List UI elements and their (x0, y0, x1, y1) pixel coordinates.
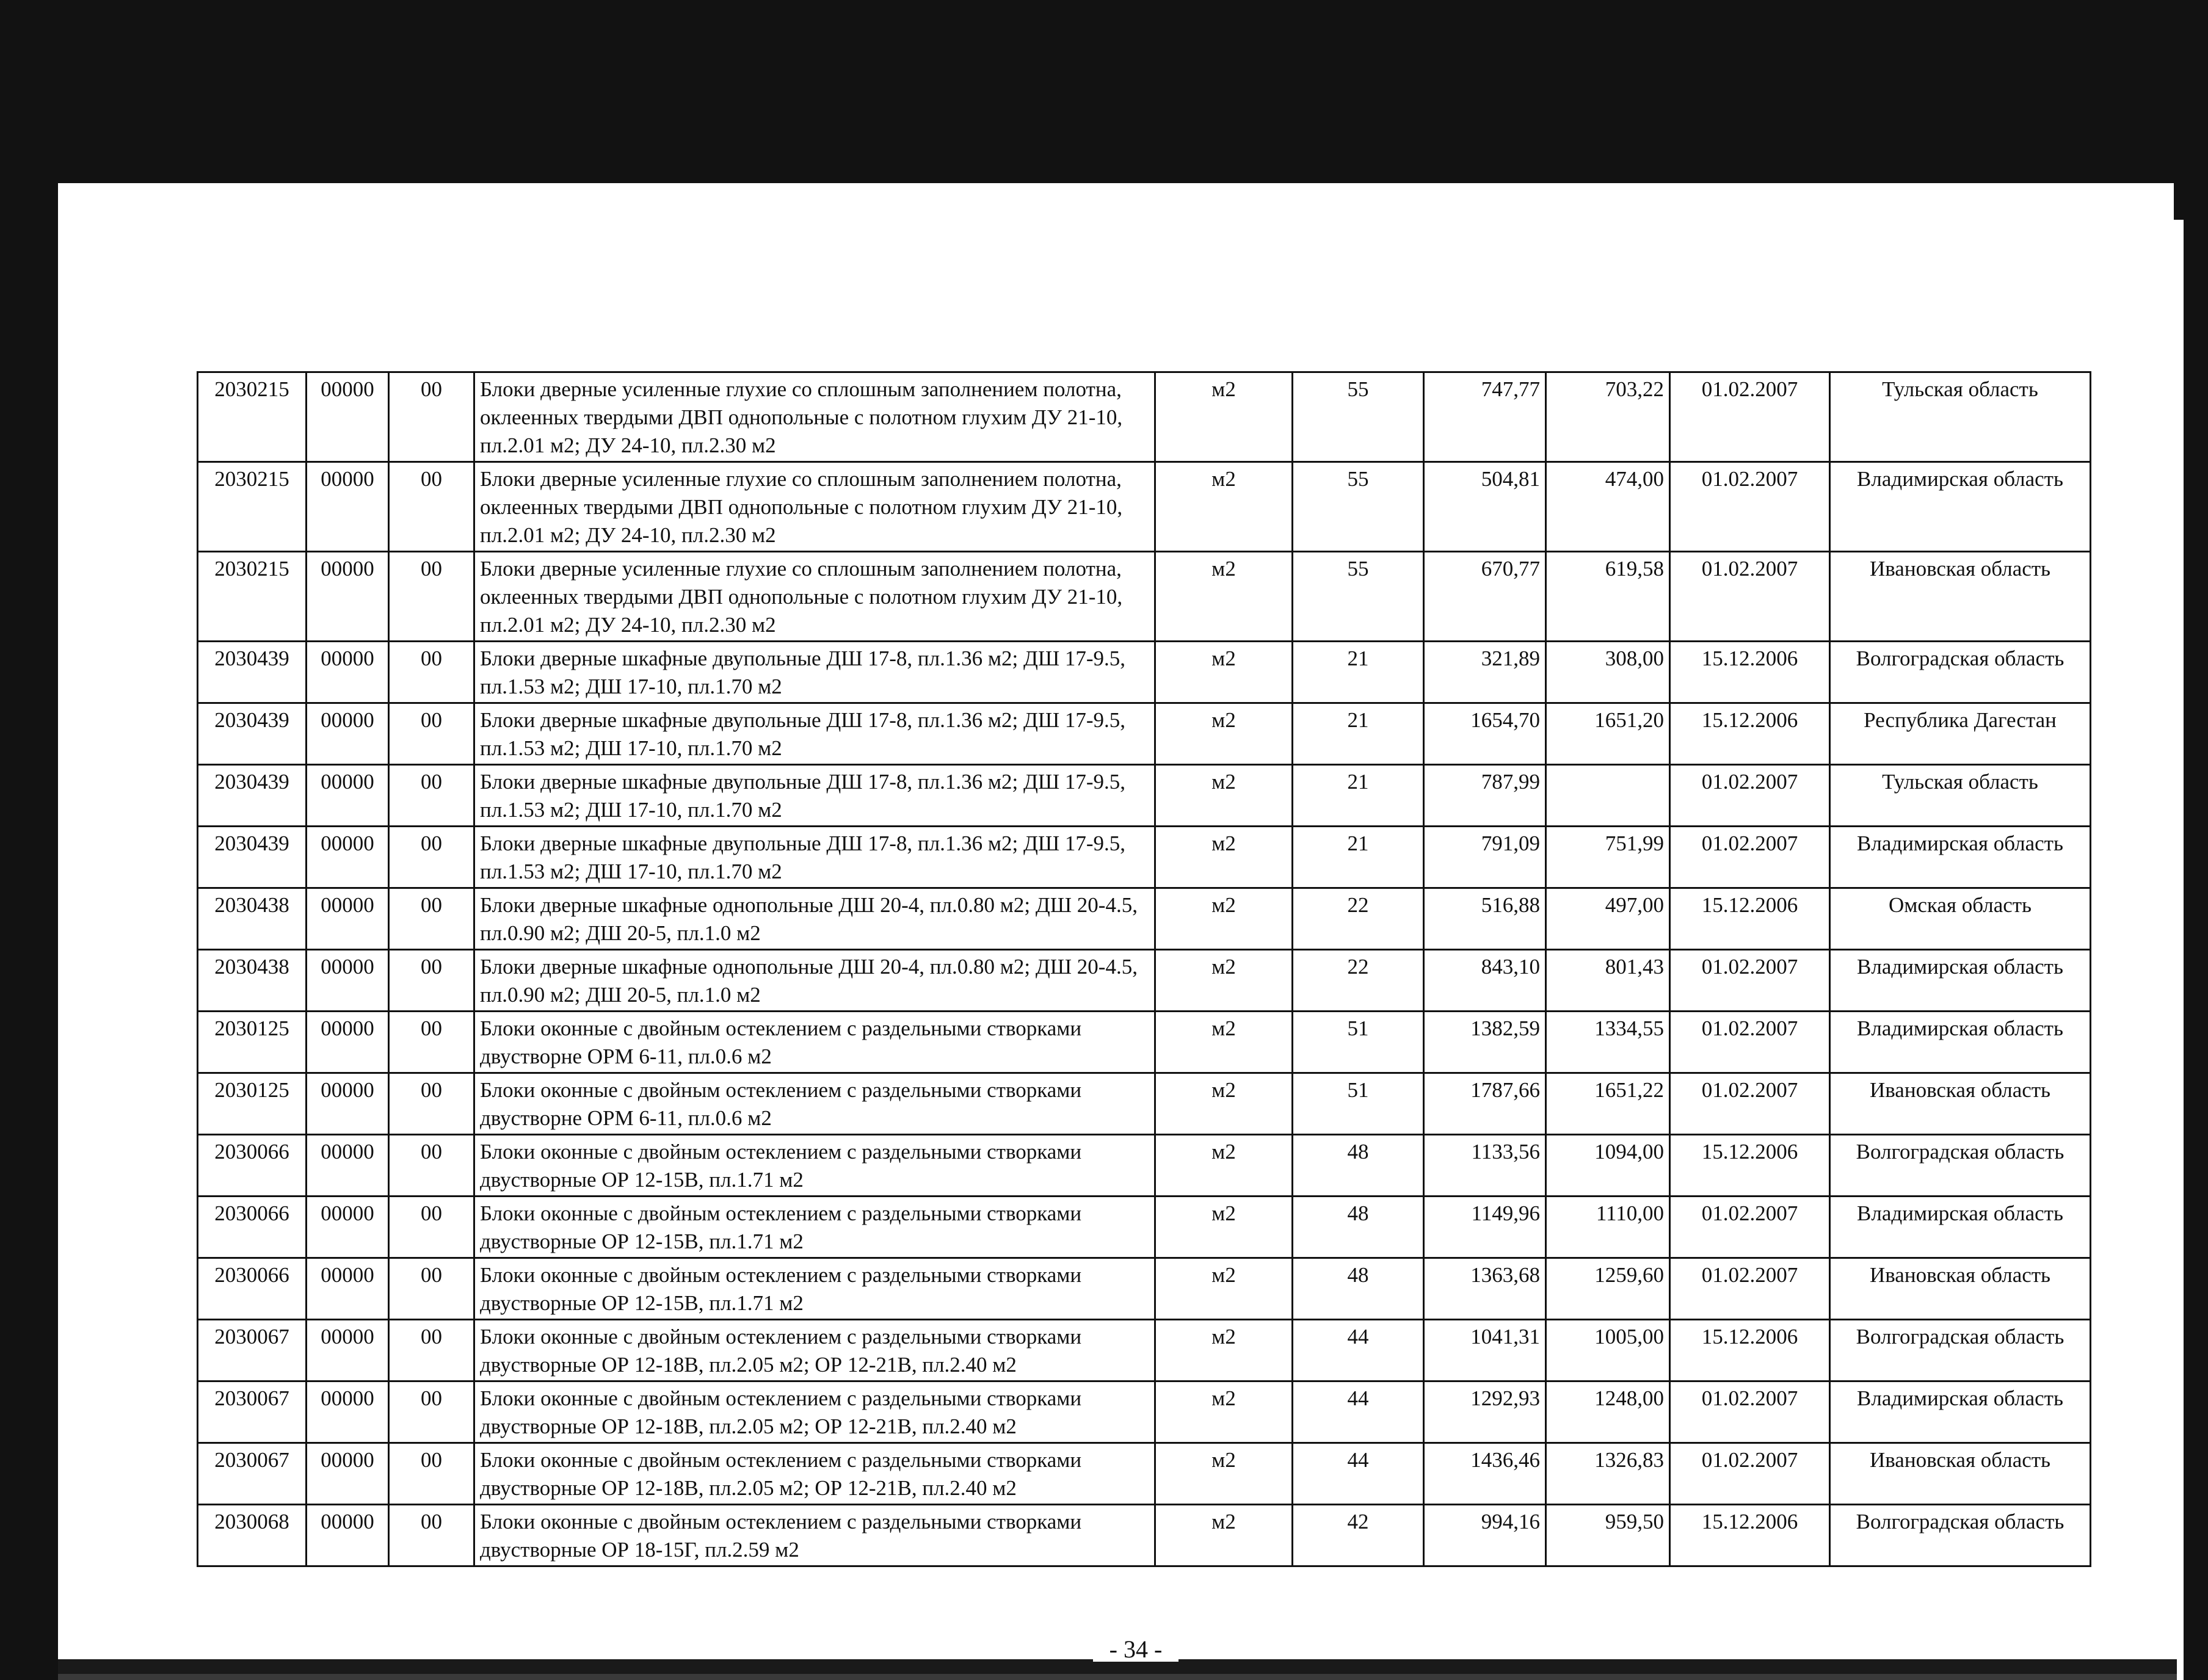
unit-cell: м2 (1155, 1320, 1293, 1381)
region-cell: Владимирская область (1830, 1012, 2091, 1073)
scan-border-top (0, 0, 2208, 183)
date-cell: 01.02.2007 (1670, 1012, 1830, 1073)
table-row (198, 642, 2091, 703)
unit-cell: м2 (1155, 1135, 1293, 1197)
resource-code-cell: 2030068 (198, 1505, 307, 1566)
unit-cell: м2 (1155, 1012, 1293, 1073)
price-without-vat-cell: 959,50 (1546, 1505, 1670, 1566)
price-with-vat-cell: 670,77 (1424, 552, 1546, 642)
unit-cell: м2 (1155, 888, 1293, 950)
sub-code-cell: 00000 (307, 1135, 389, 1197)
date-cell: 01.02.2007 (1670, 765, 1830, 827)
sub-code-cell: 00000 (307, 827, 389, 888)
unit-cell: м2 (1155, 950, 1293, 1012)
price-without-vat-cell: 801,43 (1546, 950, 1670, 1012)
price-with-vat-cell: 1787,66 (1424, 1073, 1546, 1135)
region-cell: Ивановская область (1830, 1443, 2091, 1505)
norm-cell: 55 (1293, 462, 1424, 552)
description-cell: Блоки дверные шкафные двупольные ДШ 17-8, пл.1.36 м2; ДШ 17-9.5, пл.1.53 м2; ДШ 17-10, пл.1.70 м2 (474, 827, 1155, 888)
table-row (198, 1258, 2091, 1320)
sub-code-cell: 00000 (307, 1073, 389, 1135)
region-cell: Ивановская область (1830, 1073, 2091, 1135)
region-cell: Волгоградская область (1830, 1135, 2091, 1197)
table-row (198, 1505, 2091, 1566)
region-cell: Владимирская область (1830, 1381, 2091, 1443)
resource-code-cell: 2030067 (198, 1381, 307, 1443)
price-with-vat-cell: 1133,56 (1424, 1135, 1546, 1197)
sub-code-cell: 00000 (307, 1443, 389, 1505)
resource-code-cell: 2030439 (198, 642, 307, 703)
region-cell: Волгоградская область (1830, 642, 2091, 703)
description-cell: Блоки дверные усиленные глухие со сплошным заполнением полотна, оклеенных твердыми ДВП однопольные с полотном глухим ДУ 21-10, пл.2.01 м2; ДУ 24-10, пл.2.30 м2 (474, 552, 1155, 642)
resource-code-cell: 2030067 (198, 1443, 307, 1505)
description-cell: Блоки оконные с двойным остеклением с раздельными створками двустворне ОРМ 6-11, пл.0.6 м2 (474, 1012, 1155, 1073)
unit-cell: м2 (1155, 1197, 1293, 1258)
description-cell: Блоки дверные усиленные глухие со сплошным заполнением полотна, оклеенных твердыми ДВП однопольные с полотном глухим ДУ 21-10, пл.2.01 м2; ДУ 24-10, пл.2.30 м2 (474, 462, 1155, 552)
norm-cell: 55 (1293, 552, 1424, 642)
date-cell: 15.12.2006 (1670, 1135, 1830, 1197)
scan-border-left (0, 183, 58, 1680)
variant-cell: 00 (389, 888, 474, 950)
resource-code-cell: 2030066 (198, 1135, 307, 1197)
price-with-vat-cell: 1292,93 (1424, 1381, 1546, 1443)
sub-code-cell: 00000 (307, 642, 389, 703)
description-cell: Блоки оконные с двойным остеклением с раздельными створками двустворные ОР 12-15В, пл.1.71 м2 (474, 1197, 1155, 1258)
sub-code-cell: 00000 (307, 1320, 389, 1381)
date-cell: 01.02.2007 (1670, 1443, 1830, 1505)
region-cell: Тульская область (1830, 372, 2091, 462)
price-without-vat-cell (1546, 765, 1670, 827)
unit-cell: м2 (1155, 827, 1293, 888)
resource-code-cell: 2030439 (198, 827, 307, 888)
price-with-vat-cell: 1436,46 (1424, 1443, 1546, 1505)
region-cell: Ивановская область (1830, 552, 2091, 642)
price-with-vat-cell: 516,88 (1424, 888, 1546, 950)
norm-cell: 21 (1293, 765, 1424, 827)
variant-cell: 00 (389, 765, 474, 827)
table-row (198, 1135, 2091, 1197)
variant-cell: 00 (389, 372, 474, 462)
sub-code-cell: 00000 (307, 372, 389, 462)
norm-cell: 21 (1293, 642, 1424, 703)
norm-cell: 55 (1293, 372, 1424, 462)
table-row (198, 1320, 2091, 1381)
price-without-vat-cell: 1334,55 (1546, 1012, 1670, 1073)
price-without-vat-cell: 1094,00 (1546, 1135, 1670, 1197)
price-with-vat-cell: 321,89 (1424, 642, 1546, 703)
resource-code-cell: 2030125 (198, 1012, 307, 1073)
description-cell: Блоки дверные шкафные двупольные ДШ 17-8, пл.1.36 м2; ДШ 17-9.5, пл.1.53 м2; ДШ 17-10, пл.1.70 м2 (474, 703, 1155, 765)
resource-code-cell: 2030438 (198, 950, 307, 1012)
description-cell: Блоки оконные с двойным остеклением с раздельными створками двустворные ОР 12-18В, пл.2.05 м2; ОР 12-21В, пл.2.40 м2 (474, 1381, 1155, 1443)
variant-cell: 00 (389, 1320, 474, 1381)
unit-cell: м2 (1155, 642, 1293, 703)
sub-code-cell: 00000 (307, 1012, 389, 1073)
date-cell: 01.02.2007 (1670, 1073, 1830, 1135)
variant-cell: 00 (389, 1258, 474, 1320)
unit-cell: м2 (1155, 1073, 1293, 1135)
sub-code-cell: 00000 (307, 1381, 389, 1443)
region-cell: Омская область (1830, 888, 2091, 950)
price-with-vat-cell: 1654,70 (1424, 703, 1546, 765)
table-row (198, 1073, 2091, 1135)
date-cell: 01.02.2007 (1670, 1381, 1830, 1443)
price-without-vat-cell: 751,99 (1546, 827, 1670, 888)
region-cell: Владимирская область (1830, 827, 2091, 888)
unit-cell: м2 (1155, 462, 1293, 552)
variant-cell: 00 (389, 1197, 474, 1258)
price-with-vat-cell: 1149,96 (1424, 1197, 1546, 1258)
unit-cell: м2 (1155, 1381, 1293, 1443)
table-row (198, 552, 2091, 642)
price-without-vat-cell: 308,00 (1546, 642, 1670, 703)
price-without-vat-cell: 1651,22 (1546, 1073, 1670, 1135)
sub-code-cell: 00000 (307, 1258, 389, 1320)
norm-cell: 48 (1293, 1197, 1424, 1258)
unit-cell: м2 (1155, 703, 1293, 765)
resource-code-cell: 2030215 (198, 462, 307, 552)
price-with-vat-cell: 1382,59 (1424, 1012, 1546, 1073)
resource-code-cell: 2030125 (198, 1073, 307, 1135)
description-cell: Блоки оконные с двойным остеклением с раздельными створками двустворные ОР 18-15Г, пл.2.59 м2 (474, 1505, 1155, 1566)
sub-code-cell: 00000 (307, 950, 389, 1012)
resource-code-cell: 2030438 (198, 888, 307, 950)
description-cell: Блоки оконные с двойным остеклением с раздельными створками двустворные ОР 12-15В, пл.1.71 м2 (474, 1135, 1155, 1197)
table-row (198, 703, 2091, 765)
unit-cell: м2 (1155, 1505, 1293, 1566)
region-cell: Волгоградская область (1830, 1505, 2091, 1566)
date-cell: 01.02.2007 (1670, 462, 1830, 552)
scan-border-right (2184, 0, 2208, 1680)
description-cell: Блоки дверные шкафные двупольные ДШ 17-8, пл.1.36 м2; ДШ 17-9.5, пл.1.53 м2; ДШ 17-10, пл.1.70 м2 (474, 642, 1155, 703)
price-without-vat-cell: 1248,00 (1546, 1381, 1670, 1443)
region-cell: Владимирская область (1830, 462, 2091, 552)
variant-cell: 00 (389, 1505, 474, 1566)
resource-code-cell: 2030066 (198, 1258, 307, 1320)
norm-cell: 51 (1293, 1073, 1424, 1135)
norm-cell: 21 (1293, 827, 1424, 888)
price-with-vat-cell: 787,99 (1424, 765, 1546, 827)
price-table-body (198, 372, 2091, 1566)
date-cell: 15.12.2006 (1670, 1320, 1830, 1381)
date-cell: 15.12.2006 (1670, 703, 1830, 765)
date-cell: 01.02.2007 (1670, 827, 1830, 888)
table-row (198, 827, 2091, 888)
price-with-vat-cell: 1041,31 (1424, 1320, 1546, 1381)
table-row (198, 1012, 2091, 1073)
region-cell: Владимирская область (1830, 1197, 2091, 1258)
sub-code-cell: 00000 (307, 703, 389, 765)
sub-code-cell: 00000 (307, 552, 389, 642)
norm-cell: 44 (1293, 1443, 1424, 1505)
scan-border-bottom-edge (58, 1674, 2177, 1680)
price-without-vat-cell: 1651,20 (1546, 703, 1670, 765)
date-cell: 01.02.2007 (1670, 1258, 1830, 1320)
variant-cell: 00 (389, 1443, 474, 1505)
description-cell: Блоки оконные с двойным остеклением с раздельными створками двустворные ОР 12-18В, пл.2.05 м2; ОР 12-21В, пл.2.40 м2 (474, 1443, 1155, 1505)
sub-code-cell: 00000 (307, 888, 389, 950)
region-cell: Ивановская область (1830, 1258, 2091, 1320)
table-row (198, 372, 2091, 462)
variant-cell: 00 (389, 1135, 474, 1197)
norm-cell: 22 (1293, 950, 1424, 1012)
unit-cell: м2 (1155, 552, 1293, 642)
norm-cell: 48 (1293, 1135, 1424, 1197)
price-table (197, 371, 2091, 1567)
date-cell: 01.02.2007 (1670, 372, 1830, 462)
norm-cell: 48 (1293, 1258, 1424, 1320)
norm-cell: 51 (1293, 1012, 1424, 1073)
scan-border-notch (2174, 165, 2185, 220)
table-row (198, 950, 2091, 1012)
variant-cell: 00 (389, 950, 474, 1012)
region-cell: Владимирская область (1830, 950, 2091, 1012)
unit-cell: м2 (1155, 1258, 1293, 1320)
variant-cell: 00 (389, 462, 474, 552)
resource-code-cell: 2030439 (198, 765, 307, 827)
price-without-vat-cell: 1005,00 (1546, 1320, 1670, 1381)
variant-cell: 00 (389, 1012, 474, 1073)
description-cell: Блоки оконные с двойным остеклением с раздельными створками двустворные ОР 12-18В, пл.2.05 м2; ОР 12-21В, пл.2.40 м2 (474, 1320, 1155, 1381)
description-cell: Блоки оконные с двойным остеклением с раздельными створками двустворне ОРМ 6-11, пл.0.6 м2 (474, 1073, 1155, 1135)
table-row (198, 462, 2091, 552)
price-without-vat-cell: 619,58 (1546, 552, 1670, 642)
price-with-vat-cell: 791,09 (1424, 827, 1546, 888)
price-without-vat-cell: 703,22 (1546, 372, 1670, 462)
unit-cell: м2 (1155, 1443, 1293, 1505)
norm-cell: 22 (1293, 888, 1424, 950)
unit-cell: м2 (1155, 372, 1293, 462)
table-row (198, 1443, 2091, 1505)
date-cell: 15.12.2006 (1670, 888, 1830, 950)
resource-code-cell: 2030066 (198, 1197, 307, 1258)
norm-cell: 42 (1293, 1505, 1424, 1566)
unit-cell: м2 (1155, 765, 1293, 827)
norm-cell: 44 (1293, 1320, 1424, 1381)
region-cell: Республика Дагестан (1830, 703, 2091, 765)
price-without-vat-cell: 1326,83 (1546, 1443, 1670, 1505)
price-without-vat-cell: 1110,00 (1546, 1197, 1670, 1258)
region-cell: Волгоградская область (1830, 1320, 2091, 1381)
date-cell: 01.02.2007 (1670, 950, 1830, 1012)
variant-cell: 00 (389, 827, 474, 888)
date-cell: 01.02.2007 (1670, 552, 1830, 642)
sub-code-cell: 00000 (307, 765, 389, 827)
price-without-vat-cell: 474,00 (1546, 462, 1670, 552)
page-number: - 34 - (1093, 1637, 1178, 1662)
price-with-vat-cell: 1363,68 (1424, 1258, 1546, 1320)
resource-code-cell: 2030215 (198, 552, 307, 642)
price-with-vat-cell: 747,77 (1424, 372, 1546, 462)
sub-code-cell: 00000 (307, 1505, 389, 1566)
price-with-vat-cell: 843,10 (1424, 950, 1546, 1012)
description-cell: Блоки дверные шкафные однопольные ДШ 20-4, пл.0.80 м2; ДШ 20-4.5, пл.0.90 м2; ДШ 20-5, пл.1.0 м2 (474, 950, 1155, 1012)
table-row (198, 1197, 2091, 1258)
description-cell: Блоки дверные усиленные глухие со сплошным заполнением полотна, оклеенных твердыми ДВП однопольные с полотном глухим ДУ 21-10, пл.2.01 м2; ДУ 24-10, пл.2.30 м2 (474, 372, 1155, 462)
variant-cell: 00 (389, 642, 474, 703)
norm-cell: 44 (1293, 1381, 1424, 1443)
sub-code-cell: 00000 (307, 1197, 389, 1258)
date-cell: 01.02.2007 (1670, 1197, 1830, 1258)
sub-code-cell: 00000 (307, 462, 389, 552)
region-cell: Тульская область (1830, 765, 2091, 827)
price-without-vat-cell: 497,00 (1546, 888, 1670, 950)
description-cell: Блоки оконные с двойным остеклением с раздельными створками двустворные ОР 12-15В, пл.1.71 м2 (474, 1258, 1155, 1320)
resource-code-cell: 2030439 (198, 703, 307, 765)
variant-cell: 00 (389, 703, 474, 765)
description-cell: Блоки дверные шкафные двупольные ДШ 17-8, пл.1.36 м2; ДШ 17-9.5, пл.1.53 м2; ДШ 17-10, пл.1.70 м2 (474, 765, 1155, 827)
date-cell: 15.12.2006 (1670, 642, 1830, 703)
description-cell: Блоки дверные шкафные однопольные ДШ 20-4, пл.0.80 м2; ДШ 20-4.5, пл.0.90 м2; ДШ 20-5, пл.1.0 м2 (474, 888, 1155, 950)
norm-cell: 21 (1293, 703, 1424, 765)
resource-code-cell: 2030215 (198, 372, 307, 462)
table-row (198, 1381, 2091, 1443)
price-without-vat-cell: 1259,60 (1546, 1258, 1670, 1320)
variant-cell: 00 (389, 1381, 474, 1443)
variant-cell: 00 (389, 552, 474, 642)
table-row (198, 888, 2091, 950)
price-with-vat-cell: 994,16 (1424, 1505, 1546, 1566)
table-row (198, 765, 2091, 827)
price-with-vat-cell: 504,81 (1424, 462, 1546, 552)
variant-cell: 00 (389, 1073, 474, 1135)
date-cell: 15.12.2006 (1670, 1505, 1830, 1566)
resource-code-cell: 2030067 (198, 1320, 307, 1381)
